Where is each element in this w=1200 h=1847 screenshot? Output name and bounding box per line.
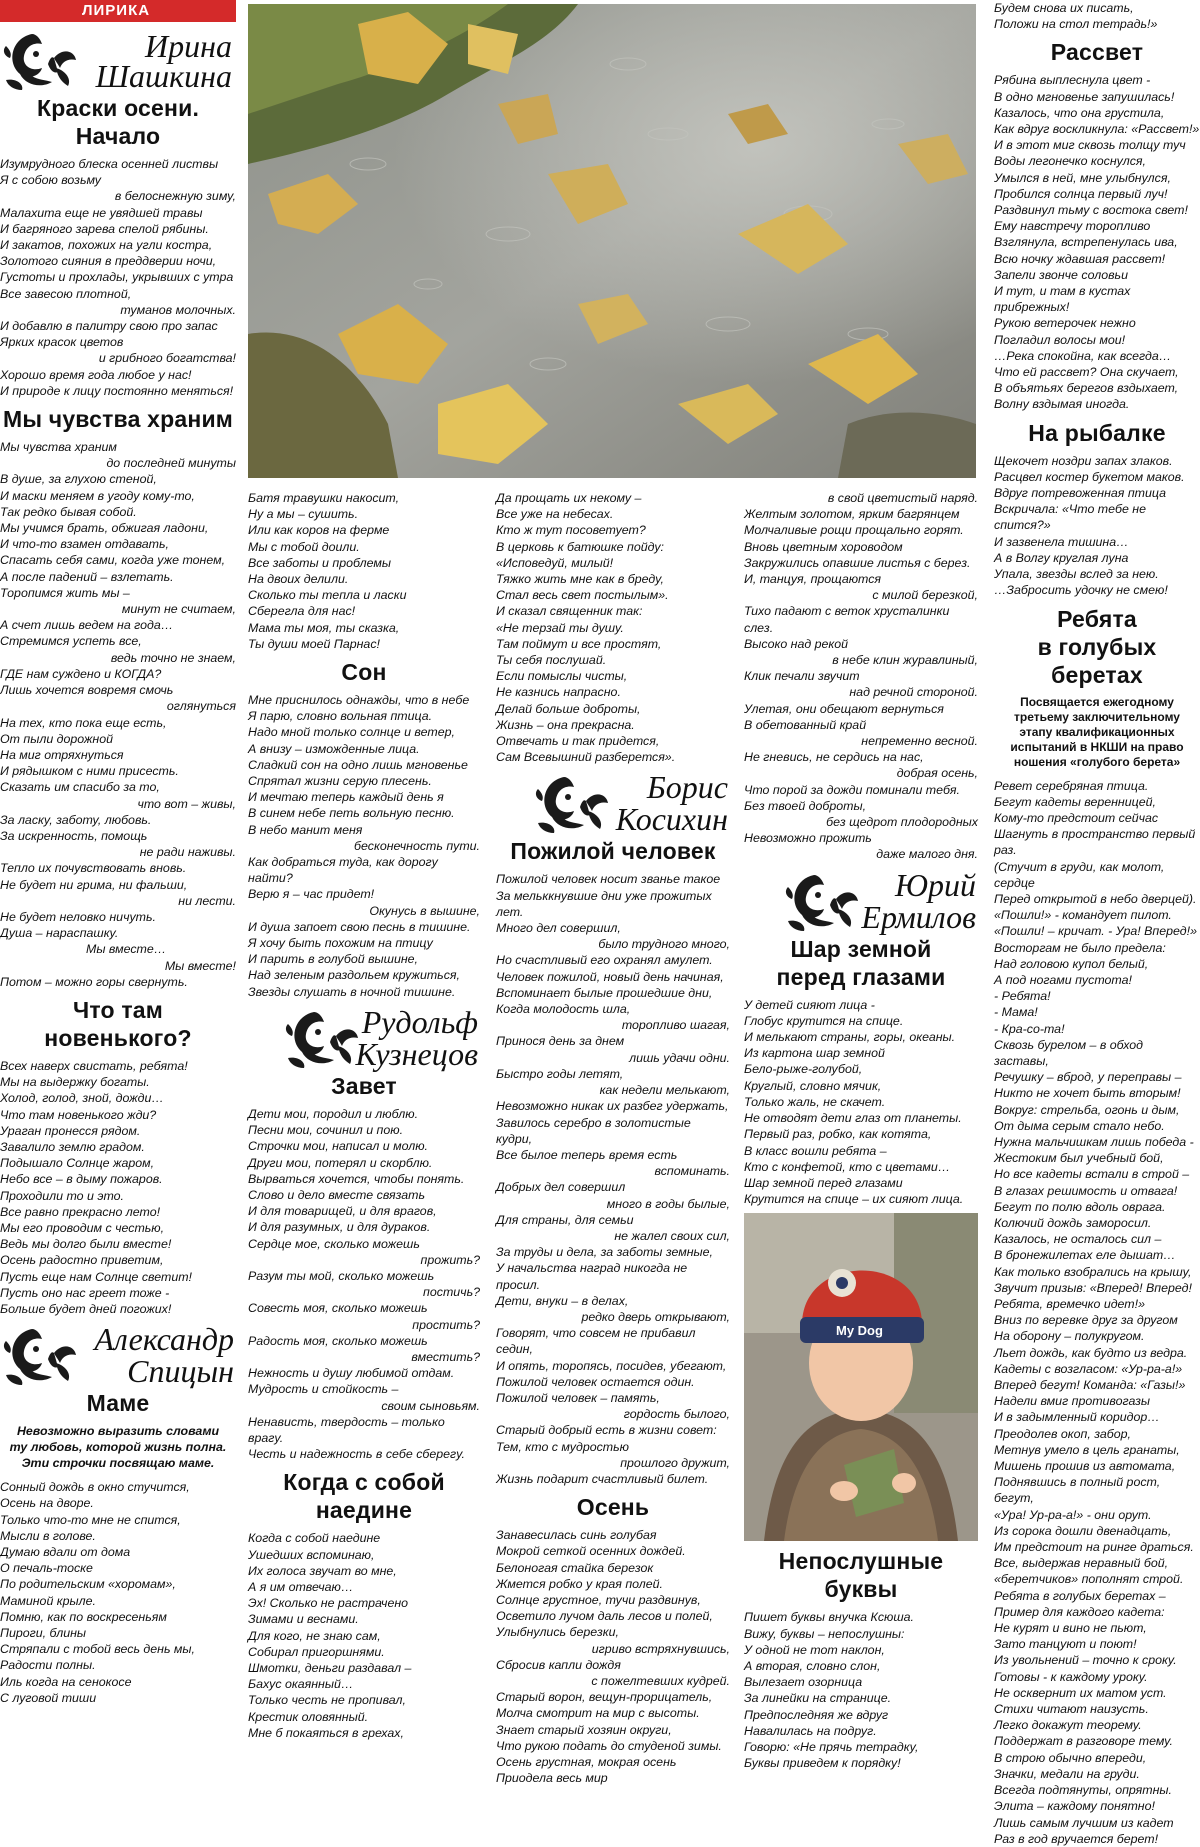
poem-text: не ради наживы.	[139, 845, 236, 860]
poem-text: и грибного богатства!	[98, 351, 236, 366]
poem-text: Рябина выплеснула цвет - В одно мгновенье запушилась! Казалось, что она грустила, Как вдруг воскликнула: «Рассвет!» И в этот миг сквозь толщу туч Воды легонечко коснулся, Умылся в ней, мне улыбнулся, Пробился солнца первый луч! Раздвинул тьму с востока свет! Ему навстречу торопливо Взглянула, встрепенулась ива, Всю ночку ждавшая рассвет! Запели звонче соловьи И тут, и там в кустах прибрежных! Рукою ветерочек нежно Погладил волосы мои! …Река спокойна, как всегда… Что ей рассвет? Она скучает, В объятьях берегов вздыхает, Волну вздымая иногда.	[994, 73, 1200, 412]
author-byline-ermilov	[744, 867, 978, 933]
poem-text: с пожелтевших кудрей.	[591, 1674, 730, 1688]
poem-text: За труды и дела, за заботы земные, У начальства наград никогда не просил. Дети, внуки – в делах,	[496, 1245, 713, 1308]
author-last-name: Косихин	[615, 801, 728, 838]
author-last-name: Спицын	[127, 1353, 234, 1390]
poem-text: Всех наверх свистать, ребята! Мы на выдержку богаты. Холод, голод, зной, дожди… Что там новенького жди? Ураган пронесся рядом. Завалило землю градом. Подышало Солнце жаром, Небо все – в дыму пожаров. Проходили то и это. Все равно прекрасно лето! Мы его проводим с честью, Ведь мы долго были вместе! Осень радостно приветим, Пусть еще нам Солнце светит! Пусть оно нас греет тоже - Больше будет дней погожих!	[0, 1058, 192, 1316]
poem-text: Радость моя, сколько можешь	[248, 1333, 428, 1348]
author-first-name: Александр	[94, 1321, 234, 1358]
poem-title: Сон	[341, 659, 387, 686]
poem-text: даже малого дня.	[876, 847, 978, 862]
poem-text: Не будет неловко ничуть. Душа – нараспашку.	[0, 909, 156, 941]
poem-text: было трудного много,	[598, 937, 730, 952]
poem-text: бесконечность пути.	[354, 838, 480, 853]
poem-text: Ненависть, твердость – только врагу. Честь и надежность в себе сберегу.	[248, 1414, 465, 1462]
column-5	[994, 0, 1200, 1846]
poem-text: Батя травушки накосит, Ну а мы – сушить. Или как коров на ферме Мы с тобой доили. Все заботы и проблемы На двоих делили. Сколько ты тепла и ласки Сберегла для нас! Мама ты моя, ты сказка, Ты души моей Парнас!	[248, 491, 407, 651]
column-4	[744, 490, 978, 1771]
poem-text: Ревет серебряная птица. Бегут кадеты веренницей, Кому-то предстоит сейчас Шагнуть в пространство первый раз. (Стучит в груди, как молот, сердце Перед открытой в небо дверцей). «Пошли!» - командует пилот. «Пошли! – кричат. - Ура! Вперед!» Восторгам не было предела: Над головою купол белый, А под ногами пустота! - Ребята! - Мама! - Кра-со-та! Сквозь бурелом – в обход заставы, Речушку – вброд, у переправы – Никто не хочет быть вторым! Вокруг: стрельба, огонь и дым, От дыма серым стало небо. Нужна мальчишкам лишь победа - Жестоким был учебный бой, Но все кадеты встали в строй – В глазах решимость и отвага! Бегут по полю вдоль оврага. Колючий дождь заморосил. Казалось, не осталось сил – В бронежилетах еле дышат… Как только взобрались на крышу, Звучит призыв: «Вперед! Вперед! Ребята, времечко идет!» Вниз по веревке друг за другом На оборону – полукругом. Льет дождь, как будто из ведра. Кадеты с возгласом: «Ур-ра-а!» Вперед бегут! Команда: «Газы!» Надели вмиг противогазы И в задымленный коридор… Преодолев окоп, забор, Метнув умело в цель гранаты, Мишень прошив из автомата, Поднявшись в полный рост, бегут, «Ура! Ур-ра-а!» - они орут. Из сорока дошли двенадцать, Им предстоит на ринге драться. Все, выдержав неравный бой, «беретчиков» пополнят строй. Ребята в голубых беретах – Пример для каждого кадета: Не курят и вино не пьют, Зато танцуют и поют! Из увольнений – точно к сроку. Готовы - к каждому уроку. Не осквернит их матом уст. Стихи читают наизусть. Легко докажут теорему. Поддержат в разговоре тему. В строю обычно впереди, Значки, медали на груди. Всегда подтянуты, опрятны. Элита – каждому понятно! Лишь самым лучшим из кадет Раз в год вручается берет!	[994, 778, 1197, 1846]
poem-text: Занавесилась синь голубая Мокрой сеткой осенних дождей. Белоногая стайка березок Жмется робко у края полей. Солнце грустное, тучи раздвинув, Осветило лучом даль лесов и полей, Улыбнулись березки,	[496, 1528, 713, 1640]
poem-text: Принося день за днем	[496, 1034, 625, 1049]
poem-text: Нежность и душу любимой отдам. Мудрость и стойкость –	[248, 1366, 455, 1397]
child-photo	[744, 1213, 978, 1541]
author-last-name: Ермилов	[861, 898, 976, 935]
poem-text: Мы вместе…	[86, 942, 167, 957]
poem-text: Малахита еще не увядшей травы И багряного зарева спелой рябины. И закатов, похожих на угли костра, Золотого сияния в преддверии ночи, Густоты и прохлады, укрывших с утра Все завесою плотной,	[0, 205, 234, 301]
poem-text: в свой цветистый наряд.	[827, 491, 978, 505]
poem-text: Совесть моя, сколько можешь	[248, 1301, 428, 1316]
poem-text: Да прощать их некому – Все уже на небесах. Кто ж тут посоветует? В церковь к батюшке пойду: «Исповедуй, милый! Тяжко жить мне как в бреду, Стал весь свет постылым». И сказал священник так: «Не терзай ты душу. Там поймут и все простят, Ты себя послушай. Если помыслы чисты, Не казнись напрасно. Делай больше доброты, Жизнь – она прекрасна. Отвечать и так придется, Сам Всевышний разберется».	[496, 491, 676, 765]
poem-text: вспоминать.	[654, 1164, 730, 1179]
author-byline-kosikhin	[496, 769, 730, 838]
poem-text: вместить?	[411, 1349, 480, 1364]
poem-title: На рыбалке	[1028, 419, 1166, 446]
poem-text: в белоснежную зиму,	[114, 189, 236, 204]
poem-text: Добрых дел совершил	[496, 1180, 626, 1195]
poem-text: Жизнь подарит счастливый билет.	[496, 1471, 709, 1486]
poem-text: Старый ворон, вещун-прорицатель, Молча смотрит на мир с высоты. Знает старый хозяин округи, Что рукою подать до студеной зимы. Осень грустная, мокрая осень Приодела весь мир	[496, 1690, 722, 1786]
autumn-leaf-ornament-icon	[2, 28, 80, 94]
poem-text: без щедрот плодородных	[826, 815, 978, 830]
poem-text: Мне приснилось однажды, что в небе Я парю, словно вольная птица. Надо мной только солнце и ветер, А внизу – изможденные лица. Сладкий сон на одно лишь мгновенье Спрятал жизни серую плесень. И мечтаю теперь каждый день я В синем небе петь вольную песню. В небо манит меня	[248, 693, 470, 837]
poem-text: ни лести.	[178, 893, 236, 908]
author-last-name: Шашкина	[95, 58, 232, 94]
poem-text: На тех, кто пока еще есть, От пыли дорожной На миг отряхнуться И рядышком с ними присесть. Сказать им спасибо за то,	[0, 715, 179, 795]
poem-text: лишь удачи одни.	[629, 1050, 730, 1065]
cap-text: My Dog	[836, 1323, 883, 1339]
poem-text: постичь?	[423, 1285, 480, 1300]
poem-text: В душе, за глухою стеной, И маски меняем в угоду кому-то, Так редко бывая собой. Мы учимся брать, обжигая ладони, И что-то взамен отдавать, Спасать себя сами, когда уже тонем, А после падений – взлетать. Торопимся жить мы –	[0, 472, 226, 600]
poem-title: Мы чувства храним	[2, 406, 234, 433]
poem-text: непременно весной.	[861, 734, 978, 749]
poem-text: не жалел своих сил,	[614, 1228, 730, 1243]
poem-text: туманов молочных.	[120, 302, 236, 317]
poem-title: Рассвет	[1050, 39, 1144, 66]
poem-text: Будем снова их писать, Положи на стол тетрадь!»	[994, 1, 1158, 32]
rubric-label: ЛИРИКА	[0, 0, 236, 22]
autumn-leaf-ornament-icon	[784, 869, 862, 935]
poem-title: Завет	[331, 1072, 397, 1099]
poem-text: Улетая, они обещают вернуться В обетованный край	[744, 701, 944, 732]
poem-title: Осень	[576, 1494, 650, 1521]
column-3	[496, 490, 730, 1786]
poem-text: торопливо шагая,	[621, 1018, 730, 1033]
poem-text: Невозможно прожить	[744, 831, 872, 846]
poem-text: минут не считаем,	[121, 602, 236, 617]
author-last-name: Кузнецов	[355, 1035, 478, 1072]
poem-title: Когда с собой наедине	[283, 1469, 445, 1524]
poem-text: Разум ты мой, сколько можешь	[248, 1268, 435, 1283]
author-first-name: Рудольф	[361, 1003, 478, 1040]
poem-text: Сбросив капли дождя	[496, 1657, 621, 1672]
poem-title: Что там новенького?	[44, 996, 192, 1051]
poem-text: над речной стороной.	[849, 685, 978, 700]
poem-text: много в годы былые,	[606, 1196, 730, 1211]
poem-text: Старый добрый есть в жизни совет: Тем, кто с мудростью	[496, 1423, 717, 1454]
poem-text: прошлого дружит,	[620, 1455, 730, 1470]
poem-text: И добавлю в палитру свою про запас Ярких красок цветов	[0, 319, 218, 350]
poem-text: Щекочет ноздри запах злаков. Расцвел костер букетом маков. Вдруг потревоженная птица Вскричала: «Что тебе не спится?» И зазвенела тишина… А в Волгу круглая луна Упала, звезды вслед за нею. …Забросить удочку не смею!	[994, 453, 1185, 598]
author-byline-spitsyn	[0, 1321, 236, 1390]
poem-text: Не гневись, не сердись на нас,	[744, 750, 924, 765]
poem-text: как недели мелькают,	[599, 1083, 730, 1098]
poem-title: Краски осени. Начало	[36, 95, 200, 149]
poem-title: Ребята в голубых беретах	[1037, 605, 1157, 688]
author-byline-kuznetsov	[248, 1004, 480, 1070]
poem-text: И душа запоет свою песнь в тишине. Я хочу быть похожим на птицу И парить в голубой вышине, Над зеленым раздольем кружиться, Звезды слушать в ночной тишине.	[248, 919, 471, 999]
child-with-cap-illustration	[744, 1213, 978, 1541]
poem-title: Маме	[86, 1390, 150, 1417]
poem-text: Говорят, что совсем не прибавил седин, И опять, торопясь, посидев, убегают, Пожилой человек остается один. Пожилой человек – память,	[496, 1326, 727, 1405]
poem-text: прожить?	[420, 1252, 480, 1267]
poem-text: За ласку, заботу, любовь. За искренность, помощь	[0, 812, 152, 843]
poem-text: Что порой за дожди поминали тебя. Без твоей доброты,	[744, 782, 960, 813]
poem-text: Как добраться туда, как дорогу найти? Верю я – час придет!	[248, 855, 438, 902]
poem-text: Мы чувства храним	[0, 440, 117, 455]
dedication-text: Посвящается ежегодному третьему заключительному этапу квалификационных испытаний в НКШИ на право ношения «голубого берета»	[1010, 694, 1184, 769]
puddle-leaves-illustration	[248, 4, 976, 478]
poem-title: Непослушные буквы	[778, 1548, 944, 1603]
poem-text: добрая осень,	[896, 766, 978, 781]
column-2	[248, 490, 480, 1753]
poem-text: Изумрудного блеска осенней листвы Я с собою возьму	[0, 157, 219, 188]
poem-text: Сонный дождь в окно стучится, Осень на дворе. Только что-то мне не спится, Мысли в голове. Думаю вдали от дома О печаль-тоске По родительским «хоромам», Маминой крыле. Помню, как по воскресеньям Пироги, блины Стряпали с тобой весь день мы, Радости полны. Иль когда на сенокосе С луговой тиши	[0, 1480, 195, 1705]
poem-text: Окунусь в вышине,	[369, 903, 480, 918]
poem-text: Для страны, для семьи	[496, 1212, 634, 1227]
poem-text: что вот – живы,	[137, 796, 236, 811]
author-first-name: Ирина	[145, 28, 232, 64]
poem-text: редко дверь открывают,	[581, 1309, 730, 1324]
author-byline-shashkina	[0, 26, 236, 92]
author-first-name: Борис	[646, 769, 728, 806]
poem-text: А счет лишь ведем на года… Стремимся успеть все,	[0, 618, 174, 649]
poem-text: ведь точно не знаем,	[110, 650, 236, 665]
poem-text: ГДЕ нам суждено и КОГДА? Лишь хочется вовремя смочь	[0, 666, 174, 698]
autumn-leaf-ornament-icon	[2, 1323, 80, 1389]
poem-text: гордость былого,	[623, 1407, 730, 1422]
poem-text: Желтым золотом, ярким багрянцем Молчаливые рощи прощально горят. Вновь цветным хороводом Закружились опавшие листья с берез. И, танцуя, прощаются	[744, 507, 971, 587]
autumn-puddle-photo	[248, 4, 976, 478]
poem-text: Клик печали звучит	[744, 669, 860, 684]
poem-text: Тепло их почувствовать вновь. Не будет ни грима, ни фальши,	[0, 861, 188, 892]
poem-text: до последней минуты	[106, 456, 236, 471]
poem-title: Шар земной перед глазами	[776, 935, 946, 990]
poem-text: с милой березкой,	[872, 588, 978, 603]
poem-text: У детей сияют лица - Глобус крутится на спице. И мелькают страны, горы, океаны. Из картона шар земной Бело-рыже-голубой, Круглый, словно мячик, Только жаль, не скачет. Не отводят дети глаз от планеты. Первый раз, робко, как котята, В класс вошли ребята – Кто с конфетой, кто с цветами… Шар земной перед глазами Крутится на спице – их сияют лица.	[744, 997, 964, 1207]
poem-text: игриво встряхнувшись,	[591, 1641, 730, 1656]
autumn-leaf-ornament-icon	[534, 771, 612, 837]
poem-text: Невозможно никак их разбег удержать, Завилось серебро в золотистые кудри, Все былое теперь время есть	[496, 1099, 729, 1162]
poem-text: Пожилой человек носит званье такое За мельккнувшие дни уже прожитых лет. Много дел совершил,	[496, 872, 721, 936]
poem-text: Когда с собой наедине Ушедших вспоминаю, Их голоса звучат во мне, А я им отвечаю… Эх! Сколько не растрачено Зимами и веснами. Для кого, не знаю сам, Собирал пригоршнями. Шмотки, деньги раздавал – Бахус окаянный… Только честь не пропивал, Крестик оловянный. Мне б покаяться в грехах,	[248, 1531, 412, 1740]
poem-text: Потом – можно горы свернуть.	[0, 974, 188, 989]
poem-text: в небе клин журавлиный,	[832, 653, 978, 668]
poem-text: Быстро годы летят,	[496, 1066, 624, 1081]
poem-text: Тихо падают с веток хрусталинки слез. Высоко над рекой	[744, 604, 950, 651]
poem-title: Пожилой человек	[510, 838, 716, 865]
poem-text: Дети мои, породил и люблю. Песни мои, сочинил и пою. Строчки мои, написал и молю. Други мои, потерял и скорблю. Вырваться хочется, чтобы понять. Слово и дело вместе связать И для товарищей, и для врагов, И для разумных, и для дураков. Сердце мое, сколько можешь	[248, 1106, 465, 1251]
poem-text: оглянуться	[166, 699, 236, 714]
poem-text: своим сыновьям.	[381, 1398, 480, 1413]
poem-text: Хорошо время года любое у нас! И природе к лицу постоянно меняться!	[0, 367, 234, 398]
autumn-leaf-ornament-icon	[284, 1006, 362, 1072]
poem-text: простить?	[412, 1317, 480, 1332]
author-first-name: Юрий	[894, 866, 976, 903]
dedication-text: Невозможно выразить словами ту любовь, которой жизнь полна. Эти строчки посвящаю маме.	[9, 1424, 227, 1471]
poem-text: Мы вместе!	[164, 958, 236, 973]
poem-text: Пишет буквы внучка Ксюша. Вижу, буквы – непослушны: У одной не тот наклон, А вторая, словно слон, Вылезает озорница За линейки на странице. Предпоследняя же вдруг Навалилась на подруг. Говорю: «Не прячь тетрадку, Буквы приведем к порядку!	[744, 1610, 919, 1771]
poem-text: Но счастливый его охранял амулет. Человек пожилой, новый день начиная, Вспоминает былые прошедшие дни, Когда молодость шла,	[496, 953, 724, 1017]
column-1	[0, 0, 236, 1753]
